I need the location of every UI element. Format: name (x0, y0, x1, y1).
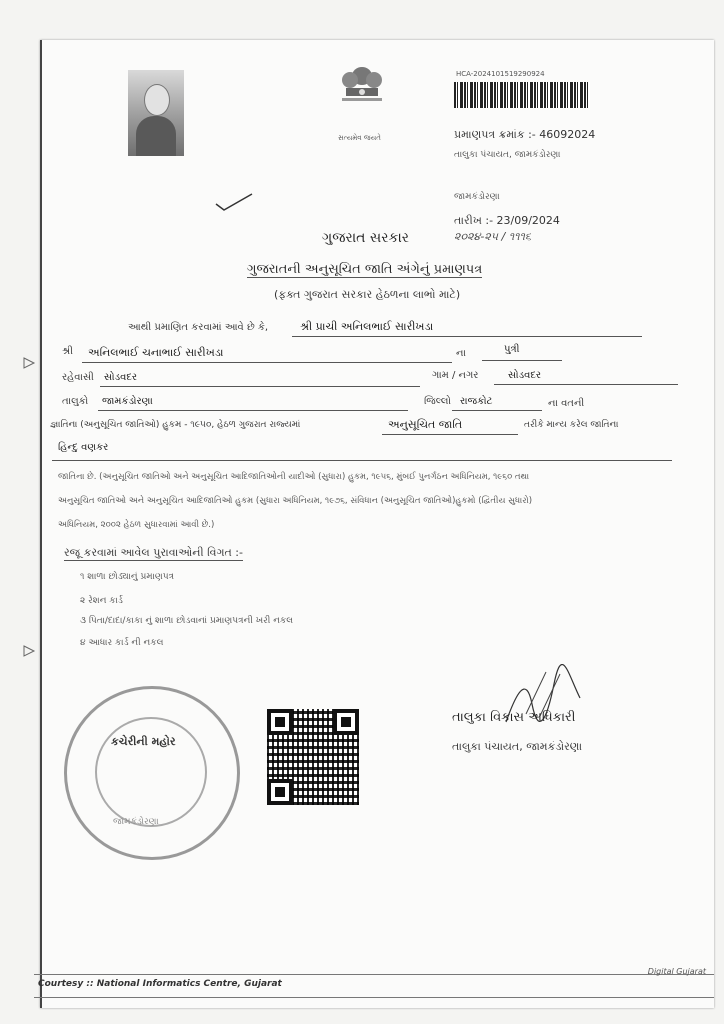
seal-inner-ring (95, 717, 207, 827)
issue-place: જામકંડોરણા (454, 192, 500, 202)
gam-line (494, 384, 678, 385)
qr-finder (333, 709, 359, 735)
certificate-title: ગુજરાતની અનુસૂચિત જાતિ અંગેનું પ્રમાણપત્ર (247, 262, 483, 277)
father-name: અનિલભાઈ ચનાભાઈ સારીખડા (88, 346, 224, 359)
caste: હિન્દુ વણકર (58, 442, 109, 453)
paragraph-line-3: અધિનિયમ, ૨૦૦૨ હેઠળ સુધારવામાં આવી છે.) (58, 520, 215, 530)
office-seal (64, 686, 240, 860)
evidence-item: ૪ આધાર કાર્ડ ની નકલ (80, 638, 164, 648)
signing-office: તાલુકા પંચાયત, જામકંડોરણા (452, 740, 583, 753)
father-name-line (82, 362, 452, 363)
evidence-item: ૧ શાળા છોડ્યાનું પ્રમાણપત્ર (80, 572, 175, 582)
issuing-office: તાલુકા પંચાયત, જામકંડોરણા (454, 150, 561, 160)
relation-line (482, 360, 562, 361)
caste-category: અનુસૂચિત જાતિ (388, 418, 463, 431)
caste-category-line (382, 434, 518, 435)
paragraph-line-2: અનુસૂચિત જાતિઓ અને અનુસૂચિત આદિજાતિઓ હુકમ (સુધારા અધિનિયમ, ૧૯૭૬, સંવિધાન (અનુસૂચિત જાતિઓ)હુકમો (દ્વિતીય સુધારો) (58, 496, 533, 506)
caste-suffix: તરીકે માન્ય કરેલ જાતિના (524, 420, 619, 430)
page-footer (34, 967, 714, 998)
gam-label: ગામ / નગર (432, 370, 479, 381)
evidence-item: ૩ પિતા/દાદા/કાકા નું શાળા છોડવાનાં પ્રમાણપત્રની ખરી નકલ (80, 616, 294, 626)
holder-name: શ્રી પ્રાચી અનિલભાઈ સારીખડા (300, 320, 434, 333)
village-label: રહેવાસી (62, 372, 94, 383)
gam: સોડવદર (508, 370, 542, 381)
seal-center-text: કચેરીની મહોર (111, 735, 176, 748)
evidence-heading: રજૂ કરવામાં આવેલ પુરાવાઓની વિગત :- (64, 546, 243, 559)
father-prefix: શ્રી (62, 346, 74, 357)
photo-body (136, 116, 176, 156)
seal-ring-text: જામકંડોરણા (113, 817, 159, 827)
qr-finder (267, 709, 293, 735)
district-label: જિલ્લો (424, 396, 451, 407)
relation: પુત્રી (504, 344, 520, 355)
district-suffix: ના વતની (548, 398, 585, 409)
certificate-sheet (40, 40, 714, 1008)
village-line (100, 386, 420, 387)
issue-date: તારીખ :- 23/09/2024 (454, 214, 560, 227)
evidence-item: ૨ રેશન કાર્ડ (80, 596, 123, 606)
certify-label: આથી પ્રમાણિત કરવામાં આવે છે કે, (128, 322, 269, 333)
punch-hole-icon (22, 356, 38, 370)
footer-courtesy: Courtesy :: National Informatics Centre, Gujarat (38, 979, 282, 989)
applicant-photo (128, 70, 184, 156)
relation-label: ના (456, 348, 466, 359)
district-line (452, 410, 542, 411)
caste-line (52, 460, 672, 461)
punch-hole-icon (22, 644, 38, 658)
district: રાજકોટ (460, 396, 493, 407)
barcode-number: HCA-2024101519290924 (456, 70, 545, 78)
tick-mark-icon (214, 192, 254, 212)
taluka-label: તાલુકો (62, 396, 89, 407)
certificate-number: પ્રમાણપત્ર ક્રમાંક :- 46092024 (454, 128, 596, 141)
paragraph-line-1: જાતિના છે. (અનુસૂચિત જાતિઓ અને અનુસૂચિત આદિજાતિઓની યાદીઓ (સુધારા) હુકમ, ૧૯૫૬, મુંબઈ પુનર્ગઠન અધિનિયમ, ૧૯૬૦ તથા (58, 472, 530, 482)
qr-code (267, 709, 359, 805)
photo-face (144, 84, 170, 116)
handwritten-reference: ૨૦૨૪-૨૫ / ૧૧૧૬ (454, 230, 532, 243)
state-emblem-icon (332, 60, 392, 132)
government-heading: ગુજરાત સરકાર (322, 230, 409, 246)
barcode (454, 82, 590, 108)
taluka-line (98, 410, 408, 411)
holder-name-line (292, 336, 642, 337)
footer-brand: Digital Gujarat (647, 967, 706, 976)
village: સોડવદર (104, 372, 138, 383)
taluka: જામકંડોરણા (102, 396, 153, 407)
signing-officer: તાલુકા વિકાસ અધિકારી (452, 710, 576, 725)
qr-finder (267, 779, 293, 805)
emblem-caption: સત્યમેવ જયતે (338, 134, 381, 142)
certificate-subtitle: (ફક્ત ગુજરાત સરકાર હેઠળના લાભો માટે) (274, 288, 461, 301)
order-text: જ્ઞાતિના (અનુસૂચિત જાતિઓ) હુકમ - ૧૯૫૦, હેઠળ ગુજરાત રાજ્યમાં (50, 420, 301, 430)
